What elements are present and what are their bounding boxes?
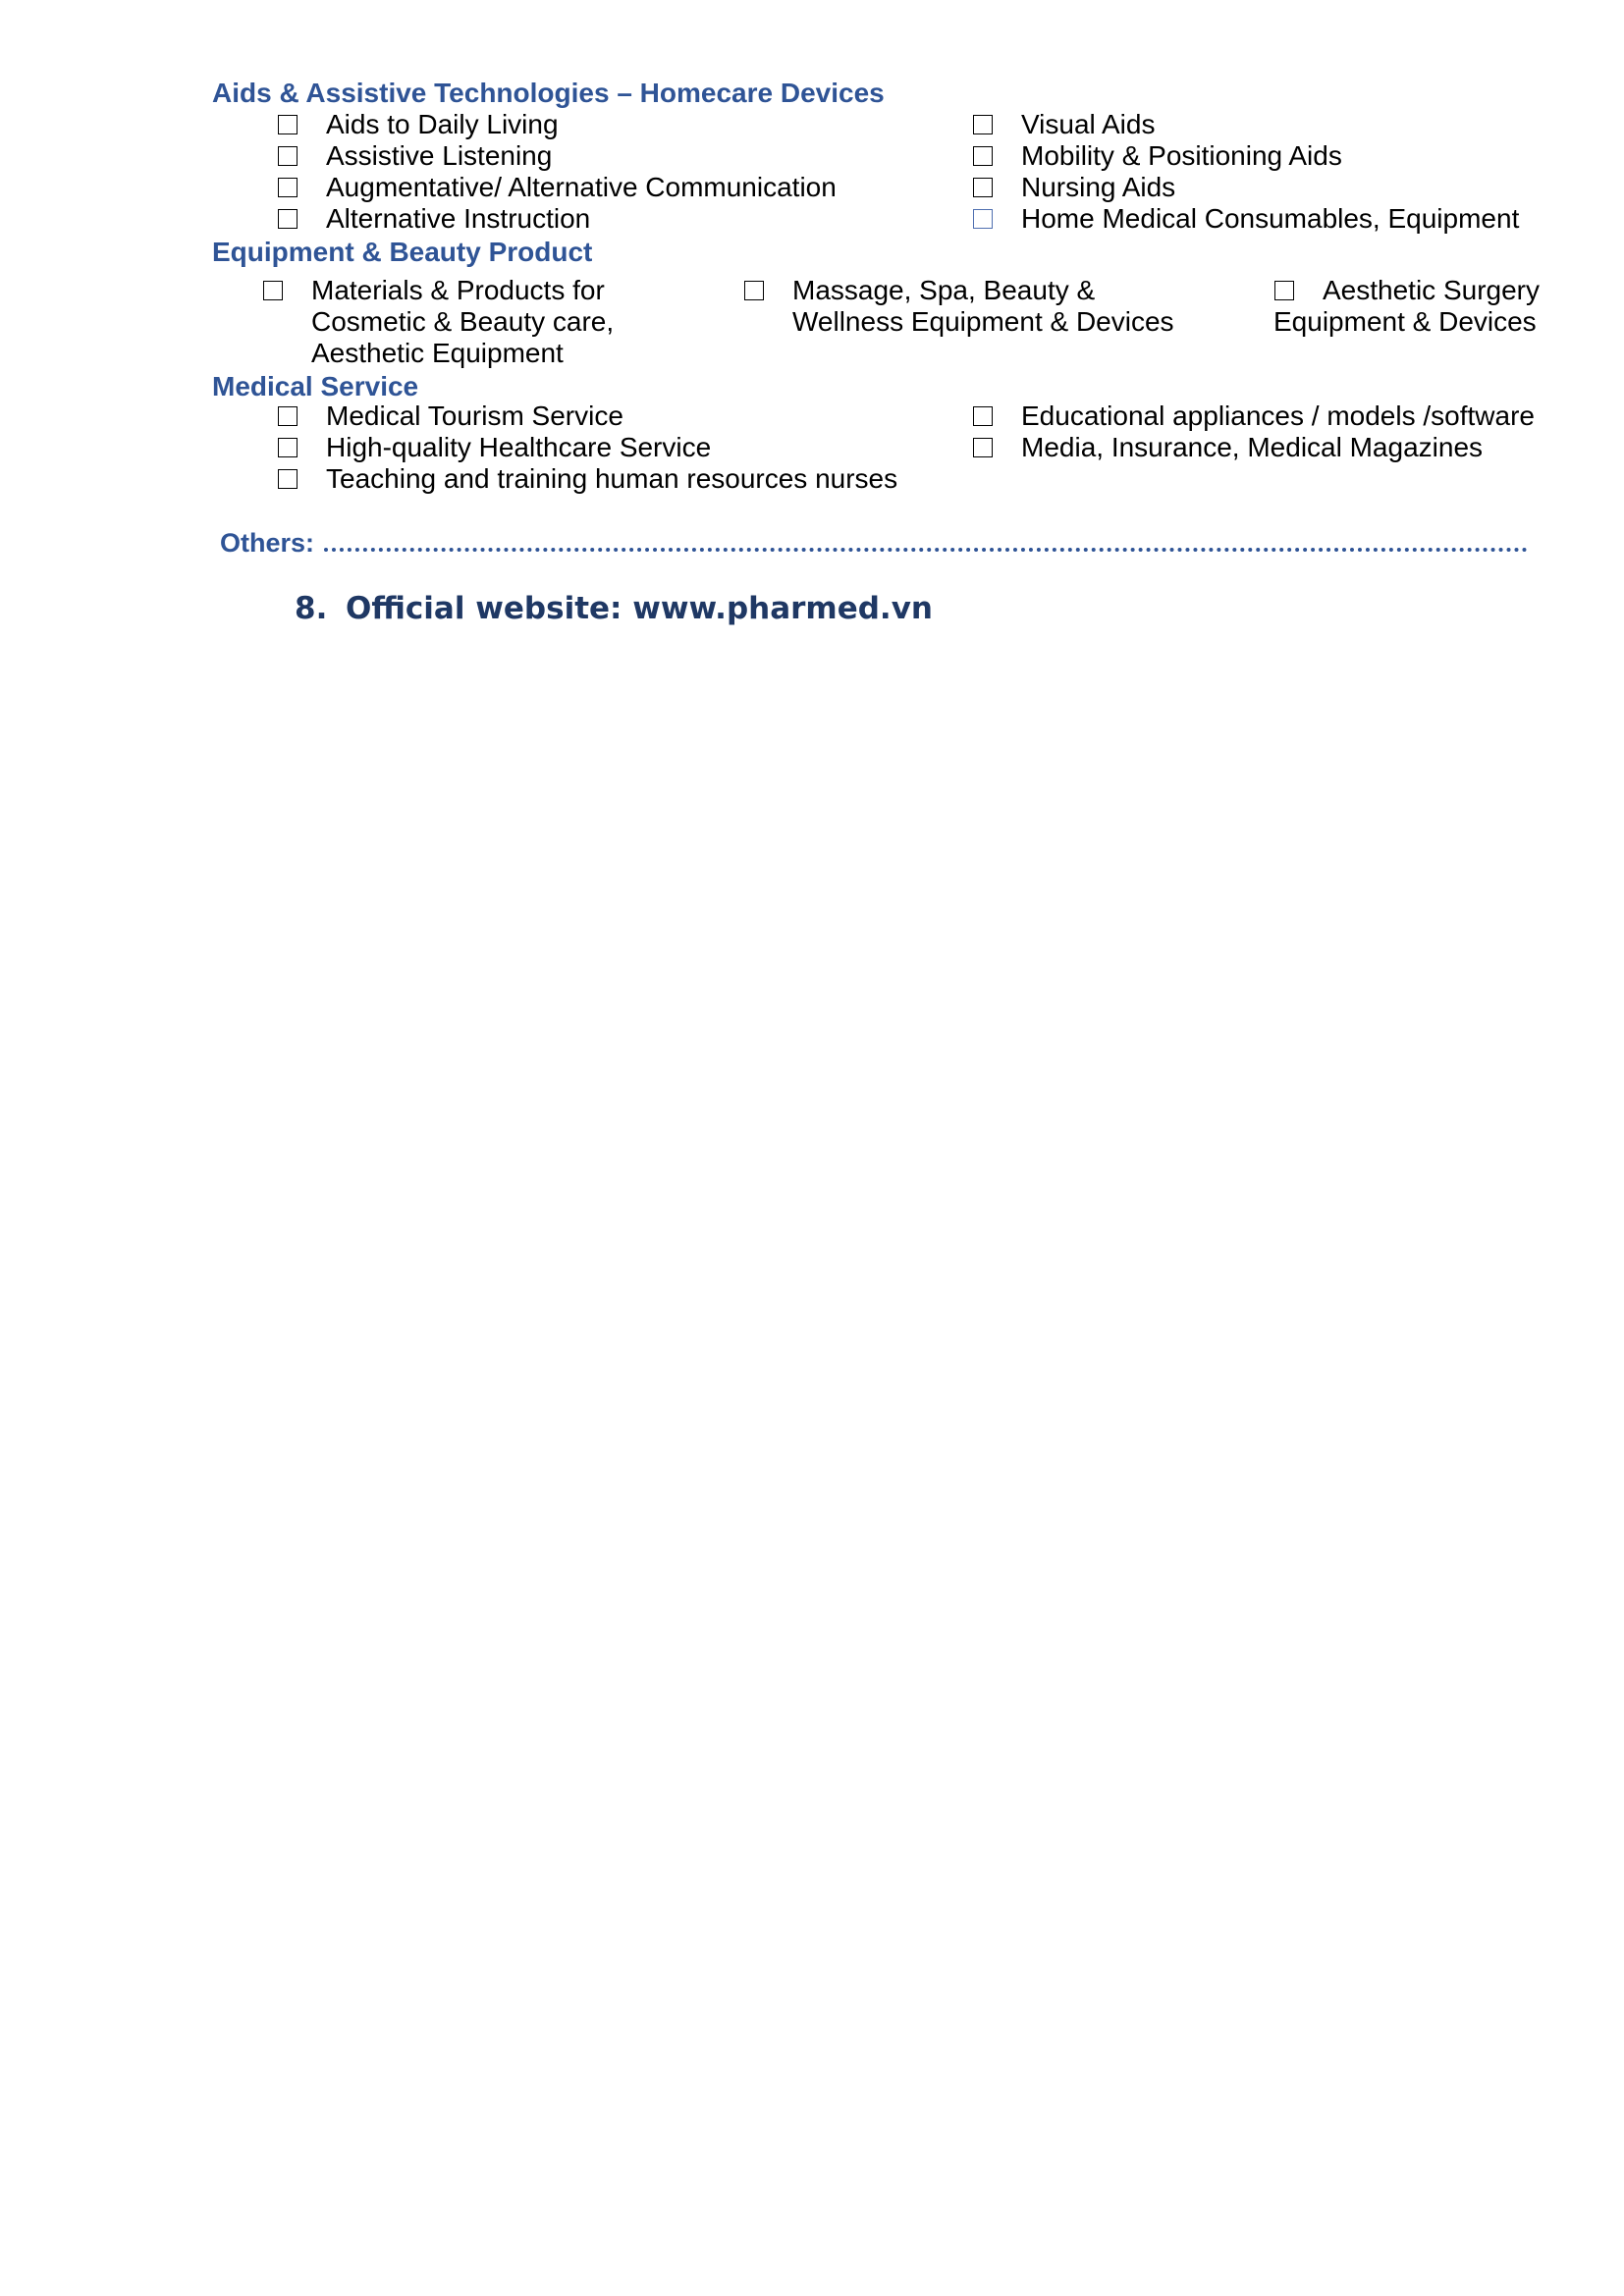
option-label-line: Equipment & Devices xyxy=(1273,306,1537,337)
checkbox-assistive-listening[interactable] xyxy=(278,146,298,166)
option-label: Educational appliances / models /software xyxy=(1021,400,1535,431)
option-label-line: Materials & Products for xyxy=(311,275,605,305)
others-input-line[interactable] xyxy=(324,542,1528,552)
option-label-line: Massage, Spa, Beauty & xyxy=(792,275,1096,305)
checkbox-medical-tourism[interactable] xyxy=(278,406,298,426)
section-heading-medical: Medical Service xyxy=(212,371,419,401)
checkbox-materials-cosmetic[interactable] xyxy=(263,281,283,300)
website-text: Official website: www.pharmed.vn xyxy=(346,591,933,626)
option-label: Assistive Listening xyxy=(326,140,553,171)
option-label-line: Aesthetic Surgery xyxy=(1323,275,1540,305)
checkbox-alternative-instruction[interactable] xyxy=(278,209,298,229)
checkbox-mobility-positioning-aids[interactable] xyxy=(973,146,993,166)
checkbox-educational-appliances[interactable] xyxy=(973,406,993,426)
checkbox-aesthetic-surgery[interactable] xyxy=(1274,281,1294,300)
checkbox-home-medical-consumables[interactable] xyxy=(973,209,993,229)
option-label: Medical Tourism Service xyxy=(326,400,623,431)
checkbox-media-insurance[interactable] xyxy=(973,438,993,457)
option-label: Augmentative/ Alternative Communication xyxy=(326,172,837,202)
option-label-line: Aesthetic Equipment xyxy=(311,338,564,368)
section-heading-beauty: Equipment & Beauty Product xyxy=(212,237,593,267)
checkbox-teaching-training[interactable] xyxy=(278,469,298,489)
section-heading-aids: Aids & Assistive Technologies – Homecare Devices xyxy=(212,78,885,108)
checkbox-nursing-aids[interactable] xyxy=(973,178,993,197)
list-number: 8. xyxy=(295,591,328,626)
official-website-line xyxy=(295,591,933,626)
checkbox-massage-spa-beauty[interactable] xyxy=(744,281,764,300)
option-label: Nursing Aids xyxy=(1021,172,1176,202)
checkbox-aids-daily-living[interactable] xyxy=(278,115,298,134)
checkbox-visual-aids[interactable] xyxy=(973,115,993,134)
checkbox-healthcare-service[interactable] xyxy=(278,438,298,457)
option-label: Aids to Daily Living xyxy=(326,109,559,139)
option-label: Alternative Instruction xyxy=(326,203,591,234)
option-label-line: Wellness Equipment & Devices xyxy=(792,306,1174,337)
option-label: Visual Aids xyxy=(1021,109,1156,139)
others-label: Others: xyxy=(220,528,315,558)
option-label: Home Medical Consumables, Equipment xyxy=(1021,203,1520,234)
option-label: Mobility & Positioning Aids xyxy=(1021,140,1342,171)
option-label: Media, Insurance, Medical Magazines xyxy=(1021,432,1484,462)
option-label: High-quality Healthcare Service xyxy=(326,432,712,462)
option-label: Teaching and training human resources nurses xyxy=(326,463,898,494)
checkbox-augmentative-communication[interactable] xyxy=(278,178,298,197)
option-label-line: Cosmetic & Beauty care, xyxy=(311,306,615,337)
